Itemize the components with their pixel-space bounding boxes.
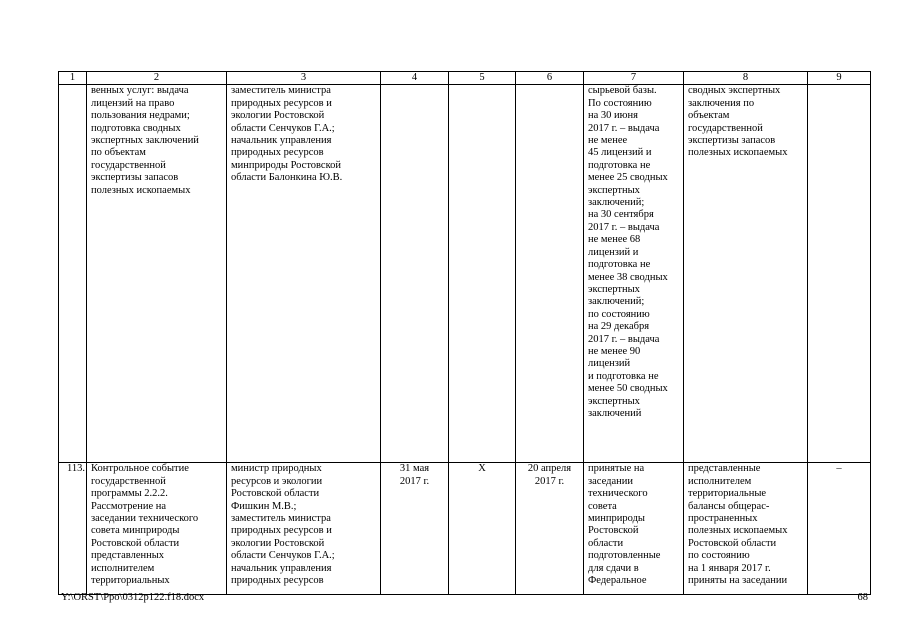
table-cell-date-plan: 31 мая 2017 г.: [381, 463, 449, 595]
table-cell-number: [59, 85, 87, 463]
header-cell: 6: [516, 72, 584, 85]
header-cell: 5: [449, 72, 516, 85]
footer-file-path: Y:\ORST\Ppo\0312p122.f18.docx: [61, 592, 205, 603]
table-row: [59, 463, 871, 595]
header-cell: 1: [59, 72, 87, 85]
header-cell: 4: [381, 72, 449, 85]
table-cell-date-mark: [449, 85, 516, 463]
table-cell-actual-result: представленные исполнителем территориальные балансы общерас- пространенных полезных ископаемых Ростовской области по состоянию на 1 января 2017 г. приняты на заседании: [684, 463, 808, 595]
header-cell: 2: [87, 72, 227, 85]
table-cell-reason: [808, 85, 871, 463]
document-table: [58, 71, 871, 595]
table-cell-date-plan: [381, 85, 449, 463]
table-cell-date-mark: Х: [449, 463, 516, 595]
table-cell-expected-result: сырьевой базы. По состоянию на 30 июня 2017 г. – выдача не менее 45 лицензий и подготовка не менее 25 сводных экспертных заключений; на 30 сентября 2017 г. – выдача не менее 68 лицензий и подготовка не менее 38 сводных экспертных заключений; по состоянию на 29 декабря 2017 г. – выдача не менее 90 лицензий и подготовка не менее 50 сводных экспертных заключений: [584, 85, 684, 463]
header-cell: 9: [808, 72, 871, 85]
header-cell: 8: [684, 72, 808, 85]
header-cell: 3: [227, 72, 381, 85]
table-cell-actual-result: сводных экспертных заключения по объектам государственной экспертизы запасов полезных ископаемых: [684, 85, 808, 463]
table-cell-responsible: министр природных ресурсов и экологии Ростовской области Фишкин М.В.; заместитель министра природных ресурсов и экологии Ростовской области Сенчуков Г.А.; начальник управления природных ресурсов: [227, 463, 381, 595]
page-number: 68: [857, 592, 868, 603]
table-row: [59, 85, 871, 463]
table-cell-date-fact: [516, 85, 584, 463]
table-cell-expected-result: принятые на заседании технического совета минприроды Ростовской области подготовленные для сдачи в Федеральное: [584, 463, 684, 595]
table-header-row: [59, 72, 871, 85]
table-cell-event: венных услуг: выдача лицензий на право пользования недрами; подготовка сводных экспертных заключений по объектам государственной экспертизы запасов полезных ископаемых: [87, 85, 227, 463]
table-cell-reason: –: [808, 463, 871, 595]
table-cell-responsible: заместитель министра природных ресурсов и экологии Ростовской области Сенчуков Г.А.; начальник управления природных ресурсов минприроды Ростовской области Балонкина Ю.В.: [227, 85, 381, 463]
table-cell-event: Контрольное событие государственной программы 2.2.2. Рассмотрение на заседании технического совета минприроды Ростовской области представленных исполнителем территориальных: [87, 463, 227, 595]
table-cell-date-fact: 20 апреля 2017 г.: [516, 463, 584, 595]
table-cell-number: 113.: [59, 463, 87, 595]
header-cell: 7: [584, 72, 684, 85]
